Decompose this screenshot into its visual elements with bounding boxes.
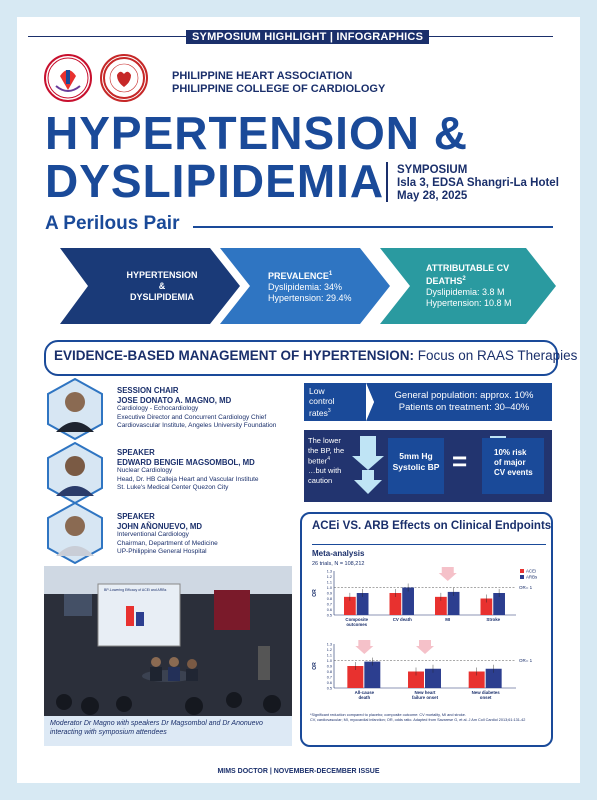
chevron-2-line1: Dyslipidemia: 34% xyxy=(268,281,343,292)
person-2-role: SPEAKER xyxy=(117,448,155,457)
avatar-magno xyxy=(44,378,106,440)
chart-section-title: ACEi VS. ARB Effects on Clinical Endpoints xyxy=(312,520,552,532)
control-stats xyxy=(376,390,552,414)
y-tick-label: 1.2 xyxy=(326,574,332,579)
chevron-2-sup: 1 xyxy=(328,270,333,277)
x-category-label: Stroke xyxy=(486,617,501,622)
y-axis-label: OR xyxy=(312,662,318,670)
screen-title: BP-Lowering Efficacy of ACEi and ARBs xyxy=(104,588,167,592)
risk-l3: CV events xyxy=(494,468,533,477)
x-category-label: onset xyxy=(479,695,492,700)
systolic-l2: Systolic BP xyxy=(392,462,440,472)
x-category-label: outcomes xyxy=(346,622,368,627)
person-2-line1: Nuclear Cardiology xyxy=(117,467,173,474)
person-3-line1: Interventional Cardiology xyxy=(117,531,189,538)
person-3-name: JOHN AÑONUEVO, MD xyxy=(117,521,203,531)
y-tick-label: 1.2 xyxy=(326,647,332,652)
person-1-name: JOSE DONATO A. MAGNO, MD xyxy=(117,395,232,405)
person-anonuevo xyxy=(117,512,218,557)
subtitle: A Perilous Pair xyxy=(45,213,180,234)
person-3-line3: UP-Philippine General Hospital xyxy=(117,548,207,555)
subtitle-rule xyxy=(193,226,553,228)
person-1-line1: Cardiology - Echocardiology xyxy=(117,405,199,412)
chevron-3-line1: Dyslipidemia: 3.8 M xyxy=(426,287,505,297)
chart-top xyxy=(306,565,550,639)
person-3-role: SPEAKER xyxy=(117,512,155,521)
systolic-l1: 5mm Hg xyxy=(399,451,433,461)
chevron-2-head: PREVALENCE xyxy=(268,270,329,281)
photo-caption: Moderator Dr Magno with speakers Dr Magsombol and Dr Anonuevo interacting with symposium attendees xyxy=(44,716,292,746)
section-heading-bold: EVIDENCE-BASED MANAGEMENT OF HYPERTENSION: xyxy=(54,348,415,363)
chevron-3-sup: 2 xyxy=(462,276,466,282)
legend-swatch-arbs xyxy=(520,575,524,579)
systolic-text xyxy=(388,451,444,473)
y-tick-label: 1.1 xyxy=(326,580,332,585)
x-category-label: New diabetes xyxy=(471,690,500,695)
x-category-label: All-cause xyxy=(354,690,375,695)
person-1-line2: Executive Director and Concurrent Cardiology Chief xyxy=(117,413,267,421)
symposium-label: SYMPOSIUM xyxy=(397,164,468,176)
pha-pcc-logo xyxy=(100,54,148,102)
y-tick-label: 0.5 xyxy=(326,686,332,691)
title-line-2: DYSLIPIDEMIA xyxy=(45,155,385,207)
y-tick-label: 0.9 xyxy=(326,591,332,596)
chevron-3-line2: Hypertension: 10.8 M xyxy=(426,298,512,308)
chart-bottom xyxy=(306,638,550,712)
section-heading xyxy=(54,348,577,363)
reference-label: OR= 1 xyxy=(519,585,533,590)
lower-bp-t3: better xyxy=(308,456,328,466)
org-line-2: PHILIPPINE COLLEGE OF CARDIOLOGY xyxy=(172,83,386,95)
person-magsombol xyxy=(117,448,259,493)
y-tick-label: 1.3 xyxy=(326,642,332,647)
control-stat-2: Patients on treatment: 30–40% xyxy=(398,402,530,413)
lower-bp-t2: the BP, the xyxy=(308,445,345,455)
risk-l2: of major xyxy=(494,458,526,467)
risk-l1: 10% risk xyxy=(494,448,527,457)
y-axis-label: OR xyxy=(312,589,318,597)
low-control-box xyxy=(304,383,366,421)
control-stat-1: General population: approx. 10% xyxy=(394,390,534,401)
y-tick-label: 0.6 xyxy=(326,607,332,612)
significance-arrow xyxy=(355,640,373,654)
person-magno xyxy=(117,386,276,431)
person-1-line3: Cardiovascular Institute, Angeles University Foundation xyxy=(117,422,277,429)
meta-label: Meta-analysis xyxy=(312,549,365,558)
symposium-date: May 28, 2025 xyxy=(397,190,468,202)
symposium-info xyxy=(397,164,559,203)
y-tick-label: 0.7 xyxy=(326,602,332,607)
chevron-3-head: ATTRIBUTABLE CV DEATHS xyxy=(426,263,510,286)
person-1-role: SESSION CHAIR xyxy=(117,386,179,395)
person-3-line2: Chairman, Department of Medicine xyxy=(117,539,218,547)
x-category-label: Composite xyxy=(345,617,369,622)
legend-label-arbs: ARBs xyxy=(526,574,538,580)
chevron-1-head2: & xyxy=(158,280,166,291)
equals-sign: = xyxy=(452,446,468,476)
low-control-sup: 3 xyxy=(327,408,331,414)
y-tick-label: 0.8 xyxy=(326,669,332,674)
chart-note-1: *Significant reduction compared to placebo; composite outcome: CV mortality, MI and stroke. xyxy=(310,713,466,717)
chevron-2 xyxy=(268,248,378,324)
trials-label: 26 trials, N = 108,212 xyxy=(312,561,365,567)
y-tick-label: 0.7 xyxy=(326,675,332,680)
lower-bp-sup: 4 xyxy=(327,456,330,462)
x-category-label: CV death xyxy=(392,617,412,622)
chart-note-2: CV, cardiovascular; MI, myocardial infarction; OR, odds ratio. Adapted from Savarese G, et al. J Am Coll Cardiol 2013;61:131-42 xyxy=(310,718,526,723)
significance-arrow xyxy=(416,640,434,654)
avatar-anonuevo xyxy=(44,502,106,564)
lower-bp-text xyxy=(308,436,344,485)
y-tick-label: 1.0 xyxy=(326,585,332,590)
org-line-1: PHILIPPINE HEART ASSOCIATION xyxy=(172,70,353,82)
symposium-photo xyxy=(44,566,292,716)
bar-arbs xyxy=(402,588,414,616)
reference-label: OR= 1 xyxy=(519,658,533,663)
x-category-label: failure onset xyxy=(411,695,439,700)
lower-bp-t1: The lower xyxy=(308,436,341,445)
avatar-magsombol xyxy=(44,442,106,504)
y-tick-label: 0.6 xyxy=(326,680,332,685)
title-divider xyxy=(386,162,388,202)
person-2-line2: Head, Dr. HB Calleja Heart and Vascular Institute xyxy=(117,475,259,483)
lower-bp-t5: caution xyxy=(308,475,333,485)
y-tick-label: 0.9 xyxy=(326,664,332,669)
y-tick-label: 1.3 xyxy=(326,569,332,574)
y-tick-label: 1.1 xyxy=(326,653,332,658)
org-names xyxy=(172,70,385,96)
y-tick-label: 0.5 xyxy=(326,613,332,618)
low-control-l3: rates xyxy=(309,407,328,418)
symposium-venue: Isla 3, EDSA Shangri-La Hotel xyxy=(397,177,559,189)
low-control-l2: control xyxy=(309,396,335,406)
chevron-1-head1: HYPERTENSION xyxy=(126,269,198,280)
footer: MIMS DOCTOR | NOVEMBER-DECEMBER ISSUE xyxy=(217,768,380,775)
convention-logo xyxy=(44,54,92,102)
y-tick-label: 1.0 xyxy=(326,658,332,663)
chevron-3 xyxy=(426,248,536,324)
section-tag: SYMPOSIUM HIGHLIGHT | INFOGRAPHICS xyxy=(186,30,429,44)
x-category-label: death xyxy=(358,695,371,700)
chevron-1 xyxy=(112,248,212,324)
y-tick-label: 0.8 xyxy=(326,596,332,601)
legend-swatch-acei xyxy=(520,569,524,573)
significance-arrow xyxy=(439,567,457,581)
chart-notes xyxy=(310,713,548,723)
legend-label-acei: ACEi xyxy=(526,568,537,574)
risk-text xyxy=(494,448,533,478)
chevron-2-line2: Hypertension: 29.4% xyxy=(268,292,352,303)
x-category-label: MI xyxy=(445,617,451,622)
chart-title-rule xyxy=(312,544,546,545)
lower-bp-t4: …but with xyxy=(308,466,342,475)
section-heading-rest: Focus on RAAS Therapies xyxy=(414,348,578,363)
person-2-name: EDWARD BENGIE MAGSOMBOL, MD xyxy=(117,457,255,467)
title-line-1: HYPERTENSION & xyxy=(45,107,468,159)
chevron-1-head3: DYSLIPIDEMIA xyxy=(129,291,194,302)
x-category-label: New heart xyxy=(414,690,436,695)
person-2-line3: St. Luke's Medical Center Quezon City xyxy=(117,484,229,491)
low-control-l1: Low xyxy=(309,386,325,396)
